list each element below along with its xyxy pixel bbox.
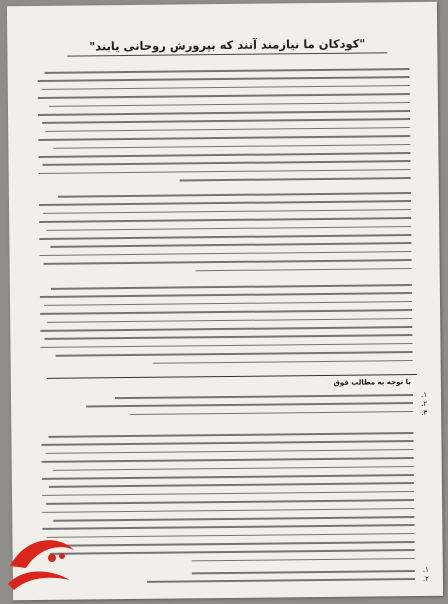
logo-stroke	[8, 571, 70, 590]
brand-logo	[0, 522, 84, 600]
logo-swash	[10, 540, 74, 568]
footer-number-1: ۱.	[422, 565, 429, 574]
section-label: با توجه به مطالب فوق	[333, 378, 411, 387]
question-list	[41, 394, 413, 423]
footer-number-2: ۲.	[422, 574, 429, 583]
paragraph-2	[39, 192, 412, 280]
logo-dot	[48, 554, 56, 562]
question-number-3: ۳.	[421, 408, 428, 417]
paragraph-1	[38, 68, 411, 189]
footer-list	[43, 570, 415, 591]
question-number-2: ۲.	[421, 399, 428, 408]
logo-dot	[59, 553, 65, 559]
paragraph-3	[40, 284, 413, 372]
question-number-1: ۱.	[420, 390, 428, 399]
document-title: "کودکان ما نیازمند آنند که بپرورش روحانی یابند"	[67, 36, 387, 56]
paragraph-4	[41, 432, 414, 570]
document-page	[7, 2, 443, 600]
